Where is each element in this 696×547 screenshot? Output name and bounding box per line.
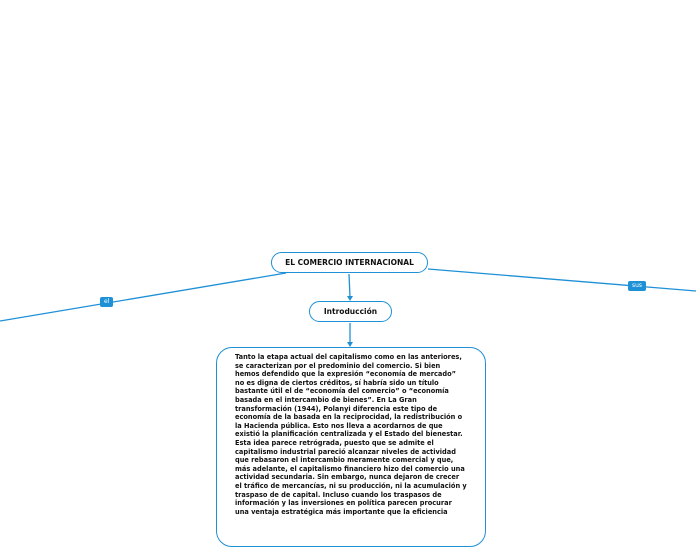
connector-label-left[interactable]: el <box>100 297 113 307</box>
connector-root-to-left <box>0 273 286 321</box>
connector-root-to-intro <box>349 274 350 297</box>
connector-label-right[interactable]: sus <box>628 281 646 291</box>
intro-topic-node[interactable]: Introducción <box>309 301 392 322</box>
connector-root-to-right <box>428 269 696 291</box>
root-topic-node[interactable]: EL COMERCIO INTERNACIONAL <box>271 252 428 273</box>
intro-text-node[interactable]: Tanto la etapa actual del capitalismo como en las anteriores, se caracterizan por el predominio del comercio. Si bien hemos defendido que la expresión “economía de mercado” no es digna de ciertos créditos, sí habría sido un título bastante útil el de “economía del comercio” o “economía basada en el intercambio de bienes”. En La Gran transformación (1944), Polanyi diferencia este tipo de economía de la basada en la reciprocidad, la redistribución o la Hacienda pública. Esto nos lleva a acordarnos de que existió la planificación centralizada y el Estado del bienestar. Esta idea parece retrógrada, puesto que se admite el capitalismo industrial pareció alcanzar niveles de actividad que rebasaron el intercambio meramente comercial y que, más adelante, el capitalismo financiero hizo del comercio una actividad secundaria. Sin embargo, nunca dejaron de crecer el tráfico de mercancías, ni su producción, ni la acumulación y traspaso de de capital. Incluso cuando los traspasos de información y las inversiones en política parecen procurar una ventaja estratégica más importante que la eficiencia <box>216 347 486 547</box>
